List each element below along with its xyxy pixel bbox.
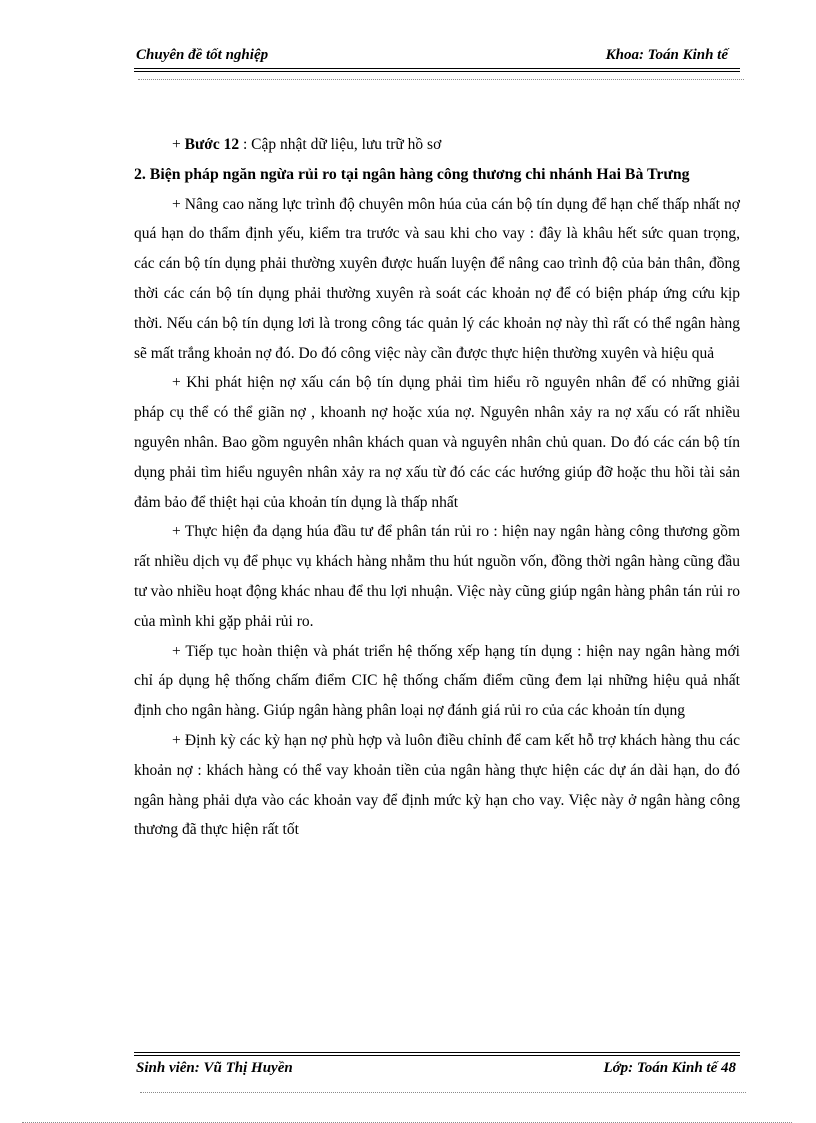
step-label: Bước 12	[184, 136, 240, 153]
paragraph-1: + Nâng cao năng lực trình độ chuyên môn húa của cán bộ tín dụng để hạn chế thấp nhất nợ quá hạn do thẩm định yếu, kiểm tra trước và sau khi cho vay : đây là khâu hết sức quan trọng, các cán bộ tín dụng phải thường xuyên được huấn luyện để nâng cao trình độ của bản thân, đồng thời các cán bộ tín dụng phải thường xuyên rà soát các khoản nợ để có biện pháp ứng cứu kịp thời. Nếu cán bộ tín dụng lơi là trong công tác quản lý các khoản nợ này thì rất có thể ngân hàng sẽ mất trắng khoản nợ đó. Do đó công việc này cần được thực hiện thường xuyên và hiệu quả	[134, 195, 740, 362]
body-content	[134, 130, 740, 845]
header-shadow-line	[138, 79, 744, 80]
paragraph-5: + Định kỳ các kỳ hạn nợ phù hợp và luôn điều chỉnh để cam kết hỗ trợ khách hàng thu các khoản nợ : khách hàng có thể vay khoản tiền của ngân hàng thực hiện các dự án dài hạn, do đó ngân hàng phải dựa vào các khoản vay để định mức kỳ hạn cho vay. Việc này ở ngân hàng công thương đã thực hiện rất tốt	[134, 731, 740, 839]
step-text: : Cập nhật dữ liệu, lưu trữ hồ sơ	[239, 136, 442, 153]
footer-shadow-line-1	[140, 1092, 746, 1093]
step-prefix: +	[172, 136, 185, 153]
header-faculty: Khoa: Toán Kinh tế	[605, 47, 728, 63]
paragraph-3: + Thực hiện đa dạng húa đầu tư để phân tán rủi ro : hiện nay ngân hàng công thương gồm rất nhiều dịch vụ để phục vụ khách hàng nhằm thu hút nguồn vốn, đồng thời ngân hàng cũng đầu tư vào nhiều hoạt động khác nhau để thu lợi nhuận. Việc này cũng giúp ngân hàng phân tán rủi ro của mình khi gặp phải rủi ro.	[134, 523, 740, 630]
header-thesis-title: Chuyên đề tốt nghiệp	[136, 47, 269, 63]
footer-class: Lớp: Toán Kinh tế 48	[603, 1060, 736, 1076]
header-rule	[134, 68, 740, 72]
paragraph-4: + Tiếp tục hoàn thiện và phát triển hệ thống xếp hạng tín dụng : hiện nay ngân hàng mới chỉ áp dụng hệ thống chấm điểm CIC hệ thống chấm điểm cũng đem lại những hiệu quả nhất định cho ngân hàng. Giúp ngân hàng phân loại nợ đánh giá rủi ro của các khoản tín dụng	[134, 642, 740, 720]
page-footer	[134, 1052, 740, 1082]
paragraph-2: + Khi phát hiện nợ xấu cán bộ tín dụng phải tìm hiểu rõ nguyên nhân để có những giải pháp cụ thể có thể giãn nợ , khoanh nợ hoặc xúa nợ. Nguyên nhân xảy ra nợ xấu có rất nhiều nguyên nhân. Bao gồm nguyên nhân khách quan và nguyên nhân chủ quan. Do đó các cán bộ tín dụng phải tìm hiểu nguyên nhân xảy ra nợ xấu từ đó các các hướng giúp đỡ hoặc thu hồi tài sản đảm bảo để thiệt hại của khoản tín dụng là thấp nhất	[134, 374, 740, 511]
page-header	[134, 44, 740, 70]
footer-student: Sinh viên: Vũ Thị Huyền	[136, 1060, 293, 1076]
footer-rule	[134, 1052, 740, 1056]
step-line	[134, 130, 740, 160]
section-heading: 2. Biện pháp ngăn ngừa rủi ro tại ngân hàng công thương chi nhánh Hai Bà Trưng	[134, 165, 690, 183]
